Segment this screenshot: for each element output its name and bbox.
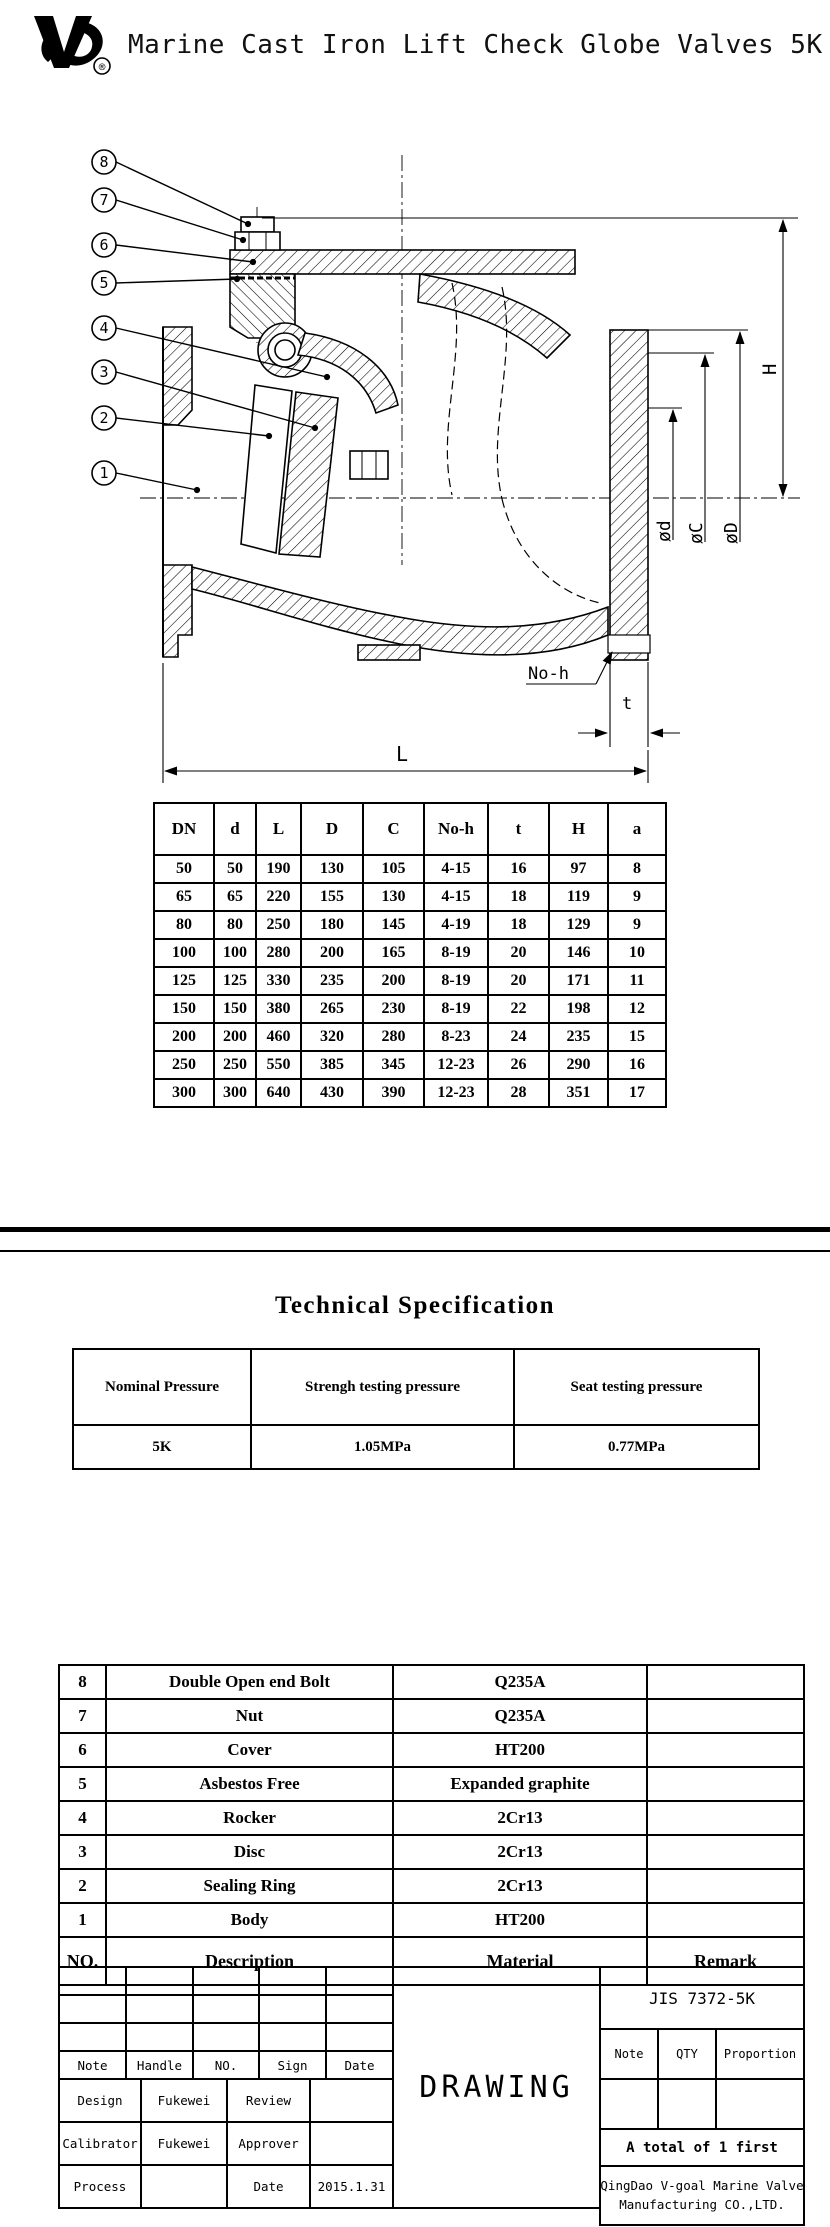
- part-material: HT200: [393, 1733, 647, 1767]
- dims-cell: 65: [154, 883, 214, 911]
- dims-cell: 8-19: [424, 995, 488, 1023]
- part-no: 7: [59, 1699, 106, 1733]
- dims-cell: 250: [214, 1051, 256, 1079]
- dims-cell: 150: [214, 995, 256, 1023]
- section-divider-thin: [0, 1250, 830, 1252]
- part-no: 5: [59, 1767, 106, 1801]
- dims-cell: 24: [488, 1023, 549, 1051]
- dims-cell: 390: [363, 1079, 424, 1107]
- dims-col-header: H: [549, 803, 608, 855]
- part-no: 3: [59, 1835, 106, 1869]
- part-no: 4: [59, 1801, 106, 1835]
- tb-standard: JIS 7372-5K: [599, 1966, 805, 2030]
- part-description: Rocker: [106, 1801, 393, 1835]
- tb-total-note: A total of 1 first: [599, 2128, 805, 2167]
- dims-cell: 430: [301, 1079, 363, 1107]
- dims-cell: 230: [363, 995, 424, 1023]
- part-no: 8: [59, 1665, 106, 1699]
- dim-label-phi-D: øD: [721, 522, 742, 544]
- part-description: Double Open end Bolt: [106, 1665, 393, 1699]
- part-material: Q235A: [393, 1665, 647, 1699]
- tb-note-header: Note: [58, 2050, 127, 2080]
- part-remark: [647, 1767, 804, 1801]
- dims-col-header: D: [301, 803, 363, 855]
- tb-no-header: NO.: [192, 2050, 260, 2080]
- title-block: [58, 1966, 805, 2226]
- part-remark: [647, 1801, 804, 1835]
- dim-label-phi-d: ød: [654, 520, 675, 542]
- tb-empty-cell: [599, 2078, 659, 2130]
- dims-row: [154, 855, 666, 883]
- parts-col-material: Material: [393, 1937, 647, 1985]
- dims-cell: 280: [256, 939, 301, 967]
- parts-row: [59, 1801, 804, 1835]
- part-description: Disc: [106, 1835, 393, 1869]
- parts-row: [59, 1665, 804, 1699]
- dims-col-header: C: [363, 803, 424, 855]
- dims-cell: 4-15: [424, 883, 488, 911]
- dims-cell: 146: [549, 939, 608, 967]
- tb-right-note-header: Note: [599, 2028, 659, 2080]
- dims-cell: 250: [256, 911, 301, 939]
- dims-cell: 351: [549, 1079, 608, 1107]
- callout-2: 2: [99, 409, 109, 427]
- callout-3: 3: [99, 363, 109, 381]
- dims-cell: 18: [488, 911, 549, 939]
- dims-row: [154, 1079, 666, 1107]
- spec-strength-value: 1.05MPa: [251, 1425, 514, 1469]
- outlet-flange: [610, 330, 648, 660]
- dims-cell: 125: [214, 967, 256, 995]
- tb-handle-header: Handle: [125, 2050, 194, 2080]
- spec-col-strength: Strengh testing pressure: [251, 1349, 514, 1425]
- dim-label-L: L: [396, 742, 409, 766]
- dims-cell: 16: [608, 1051, 666, 1079]
- dims-cell: 105: [363, 855, 424, 883]
- tb-calibrator-label: Calibrator: [58, 2121, 142, 2166]
- dims-cell: 26: [488, 1051, 549, 1079]
- part-material: HT200: [393, 1903, 647, 1937]
- dims-row: [154, 1051, 666, 1079]
- callout-6: 6: [99, 236, 109, 254]
- section-divider-thick: [0, 1227, 830, 1232]
- dims-cell: 200: [214, 1023, 256, 1051]
- tb-review-value: [309, 2078, 394, 2123]
- dims-cell: 460: [256, 1023, 301, 1051]
- tb-empty-cell: [325, 1966, 394, 1996]
- dims-cell: 8-19: [424, 939, 488, 967]
- dims-cell: 220: [256, 883, 301, 911]
- part-description: Sealing Ring: [106, 1869, 393, 1903]
- dims-cell: 11: [608, 967, 666, 995]
- tb-design-label: Design: [58, 2078, 142, 2123]
- dims-cell: 50: [214, 855, 256, 883]
- dims-col-header: t: [488, 803, 549, 855]
- part-description: Cover: [106, 1733, 393, 1767]
- dims-cell: 200: [363, 967, 424, 995]
- registered-mark: ®: [98, 60, 106, 74]
- dims-cell: 20: [488, 939, 549, 967]
- tb-empty-cell: [325, 1994, 394, 2024]
- parts-table: [58, 1664, 805, 1986]
- tb-qty-header: QTY: [657, 2028, 717, 2080]
- dims-row: [154, 967, 666, 995]
- tb-proportion-header: Proportion: [715, 2028, 805, 2080]
- parts-row: [59, 1699, 804, 1733]
- tb-sign-header: Sign: [258, 2050, 327, 2080]
- part-remark: [647, 1903, 804, 1937]
- part-remark: [647, 1665, 804, 1699]
- tb-company-line1: QingDao V-goal Marine Valve: [600, 2177, 804, 2193]
- dims-cell: 130: [301, 855, 363, 883]
- dims-cell: 80: [154, 911, 214, 939]
- tb-date-value: 2015.1.31: [309, 2164, 394, 2209]
- dims-cell: 16: [488, 855, 549, 883]
- dims-cell: 290: [549, 1051, 608, 1079]
- body-part: [192, 567, 608, 655]
- dims-cell: 380: [256, 995, 301, 1023]
- dims-cell: 8: [608, 855, 666, 883]
- part-remark: [647, 1835, 804, 1869]
- tb-empty-cell: [325, 2022, 394, 2052]
- part-remark: [647, 1699, 804, 1733]
- tb-company-line2: Manufacturing CO.,LTD.: [619, 2196, 785, 2212]
- dims-cell: 28: [488, 1079, 549, 1107]
- spec-seat-value: 0.77MPa: [514, 1425, 759, 1469]
- dims-row: [154, 883, 666, 911]
- dims-cell: 125: [154, 967, 214, 995]
- part-no: 2: [59, 1869, 106, 1903]
- dims-cell: 150: [154, 995, 214, 1023]
- dims-cell: 550: [256, 1051, 301, 1079]
- dims-cell: 320: [301, 1023, 363, 1051]
- dims-cell: 9: [608, 911, 666, 939]
- dims-row: [154, 939, 666, 967]
- dimensions-table: [153, 802, 667, 1108]
- callout-balloons: [92, 150, 116, 485]
- dims-col-header: No-h: [424, 803, 488, 855]
- part-material: 2Cr13: [393, 1835, 647, 1869]
- dims-cell: 20: [488, 967, 549, 995]
- dims-cell: 100: [154, 939, 214, 967]
- seat-lug: [358, 645, 420, 660]
- tb-empty-cell: [192, 1966, 260, 1996]
- tb-empty-cell: [58, 1994, 127, 2024]
- part-material: 2Cr13: [393, 1869, 647, 1903]
- part-no: 6: [59, 1733, 106, 1767]
- dims-cell: 165: [363, 939, 424, 967]
- dims-cell: 190: [256, 855, 301, 883]
- parts-col-no: NO.: [59, 1937, 106, 1985]
- spec-table: [72, 1348, 760, 1470]
- dims-cell: 280: [363, 1023, 424, 1051]
- parts-row: [59, 1835, 804, 1869]
- part-remark: [647, 1733, 804, 1767]
- part-material: Q235A: [393, 1699, 647, 1733]
- part-description: Asbestos Free: [106, 1767, 393, 1801]
- tb-design-value: Fukewei: [140, 2078, 228, 2123]
- dims-col-header: L: [256, 803, 301, 855]
- dims-col-header: d: [214, 803, 256, 855]
- dims-cell: 17: [608, 1079, 666, 1107]
- tb-approver-label: Approver: [226, 2121, 311, 2166]
- dims-cell: 250: [154, 1051, 214, 1079]
- tb-empty-cell: [258, 1994, 327, 2024]
- cover-bolt: [235, 217, 280, 250]
- page-title: Marine Cast Iron Lift Check Globe Valves 5K: [128, 30, 823, 60]
- tb-empty-cell: [125, 1994, 194, 2024]
- dims-cell: 4-15: [424, 855, 488, 883]
- spec-header-row: [73, 1349, 759, 1425]
- dims-cell: 200: [154, 1023, 214, 1051]
- dims-col-header: DN: [154, 803, 214, 855]
- inlet-flange: [163, 565, 192, 657]
- tb-date-header: Date: [325, 2050, 394, 2080]
- dims-row: [154, 995, 666, 1023]
- tb-empty-cell: [192, 1994, 260, 2024]
- tb-process-value: [140, 2164, 228, 2209]
- body-upper-arm: [418, 274, 570, 358]
- callout-4: 4: [99, 319, 109, 337]
- dims-cell: 22: [488, 995, 549, 1023]
- dims-cell: 12-23: [424, 1051, 488, 1079]
- dims-cell: 300: [154, 1079, 214, 1107]
- spec-value-row: [73, 1425, 759, 1469]
- tb-empty-cell: [125, 1966, 194, 1996]
- dims-cell: 50: [154, 855, 214, 883]
- dims-row: [154, 911, 666, 939]
- cover-part: [230, 250, 575, 274]
- dims-cell: 97: [549, 855, 608, 883]
- dims-cell: 155: [301, 883, 363, 911]
- tb-empty-cell: [125, 2022, 194, 2052]
- dims-cell: 640: [256, 1079, 301, 1107]
- part-remark: [647, 1869, 804, 1903]
- dims-cell: 100: [214, 939, 256, 967]
- flange-bolt-hole: [608, 635, 650, 653]
- dims-cell: 9: [608, 883, 666, 911]
- dims-cell: 235: [549, 1023, 608, 1051]
- dims-cell: 65: [214, 883, 256, 911]
- dims-cell: 8-19: [424, 967, 488, 995]
- dims-cell: 8-23: [424, 1023, 488, 1051]
- valve-section-drawing: [0, 95, 830, 795]
- part-description: Nut: [106, 1699, 393, 1733]
- tb-review-label: Review: [226, 2078, 311, 2123]
- tb-empty-cell: [715, 2078, 805, 2130]
- dims-cell: 119: [549, 883, 608, 911]
- tb-drawing-label: DRAWING: [392, 1966, 601, 2209]
- callout-8: 8: [99, 153, 109, 171]
- spec-nominal-value: 5K: [73, 1425, 251, 1469]
- dims-cell: 145: [363, 911, 424, 939]
- tb-date-label: Date: [226, 2164, 311, 2209]
- centerlines: [140, 155, 800, 565]
- dims-cell: 265: [301, 995, 363, 1023]
- dimension-labels: [396, 364, 781, 766]
- dims-cell: 18: [488, 883, 549, 911]
- dim-label-t: t: [622, 694, 633, 714]
- tb-company: [599, 2165, 805, 2226]
- tb-approver-value: [309, 2121, 394, 2166]
- dims-cell: 130: [363, 883, 424, 911]
- dims-cell: 10: [608, 939, 666, 967]
- tb-empty-cell: [58, 2022, 127, 2052]
- dims-cell: 15: [608, 1023, 666, 1051]
- dim-label-no-h: No-h: [528, 664, 569, 684]
- dims-cell: 171: [549, 967, 608, 995]
- dim-label-phi-C: øC: [686, 522, 707, 544]
- dims-cell: 235: [301, 967, 363, 995]
- dims-cell: 300: [214, 1079, 256, 1107]
- callout-1: 1: [99, 464, 109, 482]
- parts-row: [59, 1869, 804, 1903]
- dims-cell: 200: [301, 939, 363, 967]
- parts-row: [59, 1733, 804, 1767]
- dims-cell: 12-23: [424, 1079, 488, 1107]
- dims-cell: 385: [301, 1051, 363, 1079]
- callout-7: 7: [99, 191, 109, 209]
- dims-cell: 12: [608, 995, 666, 1023]
- disc-nut: [350, 451, 388, 479]
- company-logo: [26, 6, 116, 80]
- dims-cell: 345: [363, 1051, 424, 1079]
- tb-process-label: Process: [58, 2164, 142, 2209]
- spec-heading: Technical Specification: [274, 1292, 556, 1319]
- part-material: 2Cr13: [393, 1801, 647, 1835]
- callout-5: 5: [99, 274, 109, 292]
- tb-empty-cell: [258, 1966, 327, 1996]
- tb-calibrator-value: Fukewei: [140, 2121, 228, 2166]
- dims-col-header: a: [608, 803, 666, 855]
- parts-col-remark: Remark: [647, 1937, 804, 1985]
- parts-row: [59, 1903, 804, 1937]
- dims-cell: 180: [301, 911, 363, 939]
- dim-label-H: H: [759, 363, 781, 375]
- spec-col-nominal: Nominal Pressure: [73, 1349, 251, 1425]
- dims-cell: 198: [549, 995, 608, 1023]
- parts-col-description: Description: [106, 1937, 393, 1985]
- part-material: Expanded graphite: [393, 1767, 647, 1801]
- spec-col-seat: Seat testing pressure: [514, 1349, 759, 1425]
- part-description: Body: [106, 1903, 393, 1937]
- tb-empty-cell: [58, 1966, 127, 1996]
- dims-cell: 80: [214, 911, 256, 939]
- dims-header-row: [154, 803, 666, 855]
- part-no: 1: [59, 1903, 106, 1937]
- parts-row: [59, 1767, 804, 1801]
- dims-cell: 4-19: [424, 911, 488, 939]
- dims-cell: 330: [256, 967, 301, 995]
- dims-cell: 129: [549, 911, 608, 939]
- tb-empty-cell: [258, 2022, 327, 2052]
- tb-empty-cell: [192, 2022, 260, 2052]
- tb-empty-cell: [657, 2078, 717, 2130]
- dims-row: [154, 1023, 666, 1051]
